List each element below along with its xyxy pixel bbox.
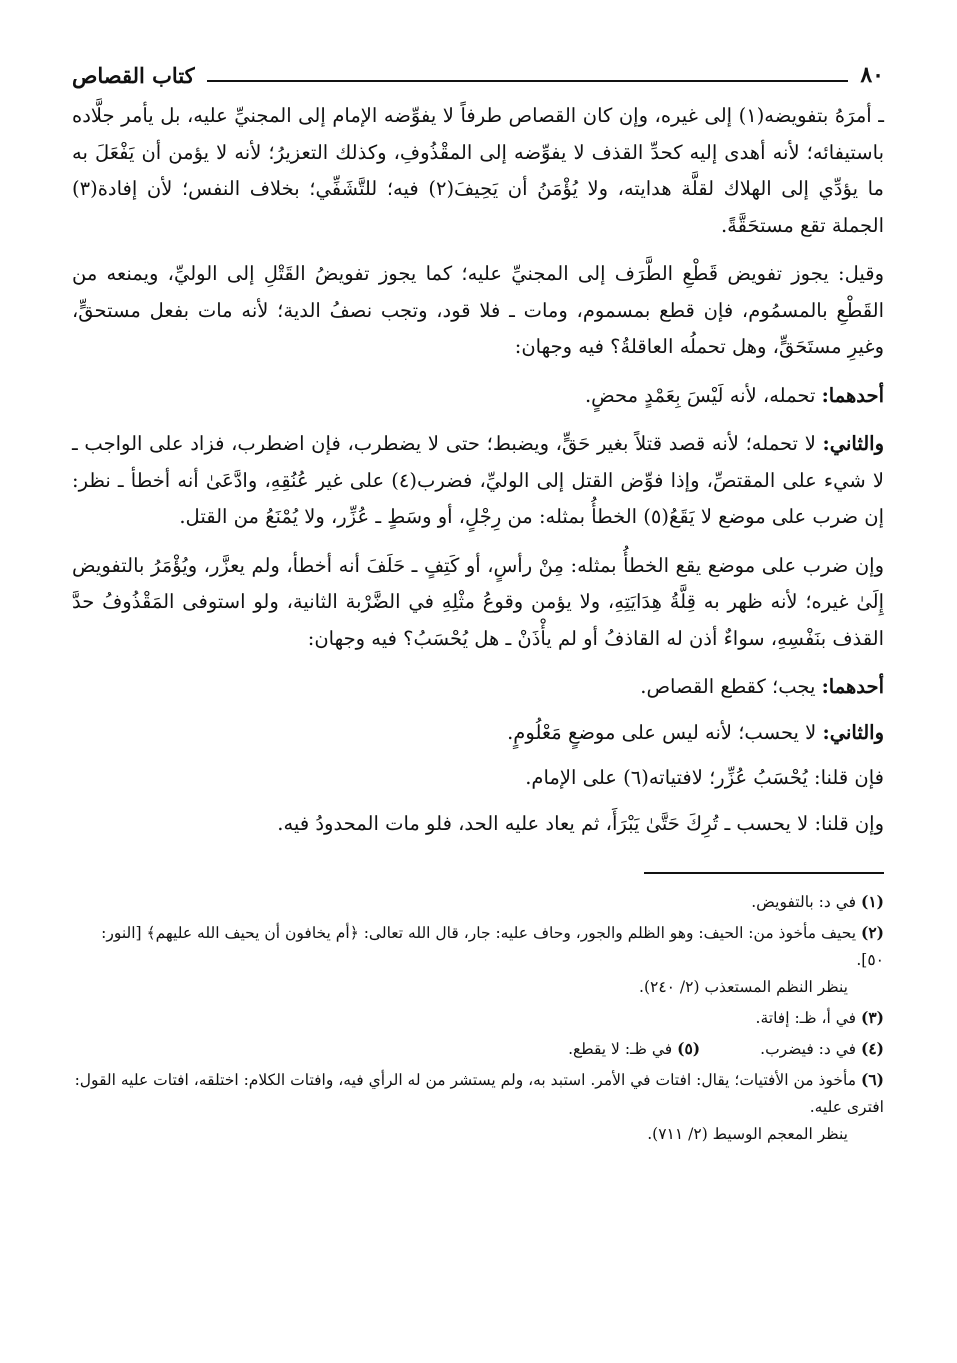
para-lead: أحدهما: xyxy=(821,383,884,407)
para-text: وإن ضرب على موضع يقع الخطأُ بمثله: مِنْ رأسٍ، أو كَتِفٍ ـ حَلَفَ أنه أخطأ، ولم يعزَّر، ويُؤْمَرُ بالتفويض إِلَىٰ غيره؛ لأنه ظهر به قِلَّةُ هِدَايَتِهِ، ولا يؤمن وقوعُ مثْلِهِ في الضَّرْبة الثانية، ولو استوفى المَقْذُوفُ حدَّ القذف بنَفْسِهِ، سواءٌ أذن له القاذفُ أو لم يأْذَنْ ـ هل يُحْسَبُ؟ فيه وجهان: xyxy=(72,553,884,650)
footnote-text: في د: بالتفويض. xyxy=(751,893,857,911)
footnote xyxy=(568,1035,700,1063)
para-text: لا تحمله؛ لأنه قصد قتلاً بغير حَقٍّ، ويضبط؛ حتى لا يضطرب، فإن اضطرب، فزاد على الواجب ـ لا شيء على المقتصِّ، وإذا فوِّض القتل إلى الوليِّ، فضرب(٤) على غير عُنُقِهِ، وادَّعَىٰ أنه أخطأ ـ نظر: إن ضرب على موضع لا يَقَعُ(٥) الخطأُ بمثله: من رِجْلٍ، أو وسَطٍ ـ عُزِّر، ولا يُمْنَعُ من القتل. xyxy=(72,432,884,528)
paragraph xyxy=(72,806,884,843)
para-lead: والثاني: xyxy=(822,720,884,744)
paragraph xyxy=(72,98,884,244)
page-header xyxy=(72,52,884,88)
page-number: ٨٠ xyxy=(860,62,884,88)
para-text: فإن قلنا: يُحْسَبُ عُزِّر؛ لافتياته(٦) على الإمام. xyxy=(525,766,884,789)
footnote-text: في د: فيضرب. xyxy=(760,1040,857,1058)
footnote-text: في أ، ظـ: إفاتة. xyxy=(755,1009,857,1027)
header-rule-wrap xyxy=(207,52,849,88)
footnote-number: (٣) xyxy=(860,1008,884,1027)
paragraph xyxy=(72,669,884,706)
footnote-text: يحيف مأخوذ من: الحيف: وهو الظلم والجور، وحاف عليه: جار، قال الله تعالى: ﴿أم يخافون أن يحيف الله عليهم﴾ [النور: ٥٠]. xyxy=(101,924,884,969)
footnote-reference: ينظر المعجم الوسيط (٢/ ٧١١). xyxy=(647,1125,848,1143)
para-text: تحمله، لأنه لَيْسَ بِعَمْدٍ محضٍ. xyxy=(584,383,822,407)
footnote xyxy=(72,888,884,916)
footnote-text: في ظـ: لا يقطع. xyxy=(568,1040,673,1058)
footnote xyxy=(72,919,884,1001)
page xyxy=(72,52,884,1342)
footnote-reference: ينظر النظم المستعذب (٢/ ٢٤٠). xyxy=(639,978,848,996)
footnote-rule xyxy=(644,872,884,874)
footnote-number: (١) xyxy=(860,892,884,911)
footnote xyxy=(72,1066,884,1148)
footnote-text: مأخوذ من الأفتيات؛ يقال: افتات في الأمر. استبد به، ولم يستشر من له الرأي فيه، وافتات الكلام: اختلقه، افتات عليه القول: افترى عليه. xyxy=(74,1071,884,1116)
footnotes xyxy=(72,888,884,1148)
footnote-rule-wrap xyxy=(72,872,884,888)
paragraph xyxy=(72,715,884,752)
header-rule xyxy=(207,80,849,82)
footnote-row xyxy=(72,1035,884,1063)
footnote-number: (٤) xyxy=(860,1039,884,1058)
para-text: وإن قلنا: لا يحسب ـ تُرِكَ حَتَّىٰ يَبْرَأَ، ثم يعاد عليه الحد، فلو مات المحدودُ فيه. xyxy=(277,811,884,835)
para-lead: والثاني: xyxy=(822,432,884,455)
footnote-number: (٢) xyxy=(860,923,884,942)
paragraph xyxy=(72,548,884,658)
footnote-number: (٥) xyxy=(677,1039,701,1058)
para-text: وقيل: يجوز تفويض قَطْعِ الطَّرَف إلى المجنيِّ عليه؛ كما يجوز تفويضُ القَتْلِ إلى الوليِّ، ويمنعه من القَطْعِ بالمسمُوم، فإن قطع بمسموم، ومات ـ فلا قود، وتجب نصفُ الدية؛ لأنه مات بفعل مستحقٍّ، وغيرِ مستَحَقٍّ، وهل تحملُه العاقلةُ؟ فيه وجهان: xyxy=(72,262,884,358)
footnote xyxy=(72,1004,884,1032)
paragraph xyxy=(72,426,884,536)
para-text: ـ أمرَهُ بتفويضه(١) إلى غيره، وإن كان القصاص طرفاً لا يفوِّضه الإمام إلى المجنيِّ عليه، بل يأمر جلَّاده باستيفائه؛ لأنه أهدى إليه كحدِّ القذف لا يفوِّضه إلى المقْذُوفِ، وكذلك التعزيرُ؛ لأنه لا يؤمن أن يَفْعَلَ به ما يؤدِّي إلى الهلاك لقلَّة هدايته، ولا يُؤْمَنُ أن يَحِيفَ(٢) فيه؛ للتَّشَفِّي؛ بخلاف النفس؛ لأن إفادة(٣) الجملة تقع مستحَقَّةً. xyxy=(72,104,885,237)
paragraph xyxy=(72,256,884,366)
book-title: كتاب القصاص xyxy=(72,63,195,88)
paragraph xyxy=(72,760,884,797)
para-text: يجب؛ كقطع القصاص. xyxy=(640,675,822,698)
main-text xyxy=(72,98,884,842)
footnote xyxy=(760,1035,884,1063)
paragraph xyxy=(72,378,884,415)
para-lead: أحدهما: xyxy=(821,675,884,698)
para-text: لا يحسب؛ لأنه ليس على موضعٍ مَعْلُومٍ. xyxy=(507,720,823,744)
footnote-number: (٦) xyxy=(860,1070,884,1089)
